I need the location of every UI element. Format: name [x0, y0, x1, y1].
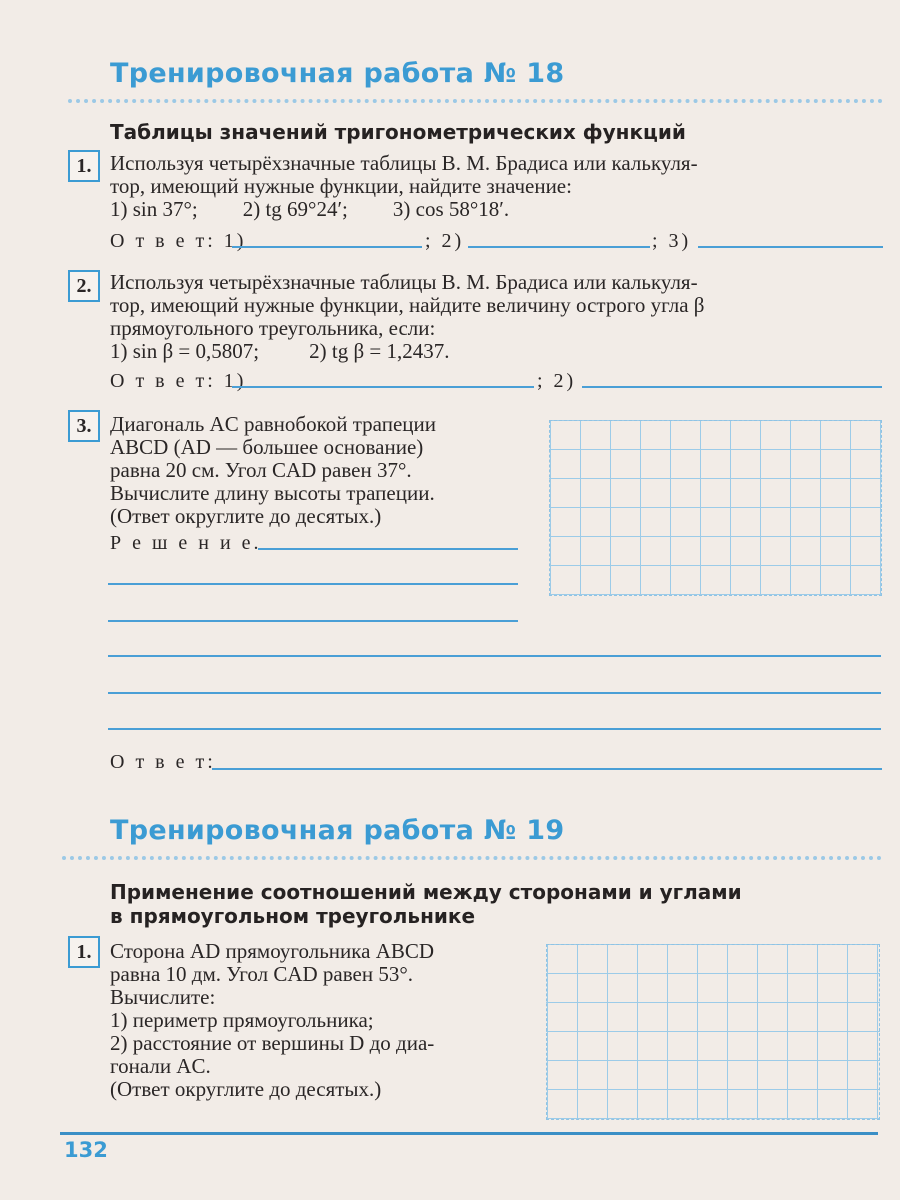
solution-line[interactable]	[108, 655, 881, 657]
text-line: Диагональ AC равнобокой трапеции	[110, 412, 436, 436]
text-line: прямоугольного треугольника, если:	[110, 316, 436, 340]
grid-area[interactable]	[546, 944, 880, 1120]
answer-sep: ; 3)	[652, 230, 692, 252]
solution-line[interactable]	[108, 692, 881, 694]
task-19-1-text	[110, 940, 530, 1101]
task-number: 1.	[68, 936, 100, 968]
answer-field[interactable]	[212, 768, 882, 770]
task-2-text	[110, 271, 885, 363]
text-line: Используя четырёхзначные таблицы В. М. Брадиса или калькуля-	[110, 151, 698, 175]
task-number: 1.	[68, 150, 100, 182]
answer-label: О т в е т:	[110, 751, 216, 773]
text-line: тор, имеющий нужные функции, найдите величину острого угла β	[110, 293, 705, 317]
task-number: 3.	[68, 410, 100, 442]
text-line: (Ответ округлите до десятых.)	[110, 504, 382, 528]
item: 1) sin β = 0,5807;	[110, 339, 260, 363]
task-items	[110, 198, 885, 221]
title-divider	[62, 856, 882, 864]
item: 2) tg β = 1,2437.	[309, 339, 450, 363]
work-19-title: Тренировочная работа № 19	[110, 815, 565, 846]
subtitle-line: в прямоугольном треугольнике	[110, 904, 476, 928]
text-line: Вычислите длину высоты трапеции.	[110, 481, 435, 505]
solution-line[interactable]	[108, 620, 518, 622]
work-19-subtitle	[110, 880, 742, 928]
answer-field-2[interactable]	[468, 246, 650, 248]
answer-sep: ; 2)	[425, 230, 465, 252]
text-line: тор, имеющий нужные функции, найдите значение:	[110, 174, 572, 198]
answer-label: О т в е т: 1)	[110, 230, 247, 252]
work-18-subtitle: Таблицы значений тригонометрических функций	[110, 120, 686, 144]
text-line: равна 10 дм. Угол CAD равен 53°.	[110, 962, 413, 986]
text-line: ABCD (AD — большее основание)	[110, 435, 424, 459]
answer-label: О т в е т: 1)	[110, 370, 247, 392]
work-18-title: Тренировочная работа № 18	[110, 58, 565, 89]
solution-label: Р е ш е н и е.	[110, 532, 262, 554]
item: 3) cos 58°18′.	[392, 197, 510, 221]
text-line: Вычислите:	[110, 985, 216, 1009]
text-line: гонали AC.	[110, 1054, 211, 1078]
page-number: 132	[64, 1138, 108, 1162]
answer-field-1[interactable]	[232, 386, 534, 388]
text-line: (Ответ округлите до десятых.)	[110, 1077, 382, 1101]
answer-sep: ; 2)	[537, 370, 577, 392]
item: 1) sin 37°;	[110, 197, 198, 221]
footer-rule	[60, 1132, 878, 1135]
item: 2) tg 69°24′;	[242, 197, 348, 221]
solution-line[interactable]	[108, 728, 881, 730]
task-items	[110, 340, 885, 363]
grid-area[interactable]	[549, 420, 882, 596]
task-number: 2.	[68, 270, 100, 302]
answer-field-3[interactable]	[698, 246, 883, 248]
text-line: 1) периметр прямоугольника;	[110, 1008, 374, 1032]
solution-line[interactable]	[108, 583, 518, 585]
task-1-text	[110, 152, 885, 221]
answer-field-2[interactable]	[582, 386, 882, 388]
text-line: 2) расстояние от вершины D до диа-	[110, 1031, 435, 1055]
text-line: равна 20 см. Угол CAD равен 37°.	[110, 458, 412, 482]
subtitle-line: Применение соотношений между сторонами и углами	[110, 880, 742, 904]
title-divider	[68, 99, 883, 107]
answer-field-1[interactable]	[232, 246, 422, 248]
text-line: Сторона AD прямоугольника ABCD	[110, 939, 435, 963]
task-3-text	[110, 413, 530, 528]
text-line: Используя четырёхзначные таблицы В. М. Брадиса или калькуля-	[110, 270, 698, 294]
solution-line[interactable]	[258, 548, 518, 550]
